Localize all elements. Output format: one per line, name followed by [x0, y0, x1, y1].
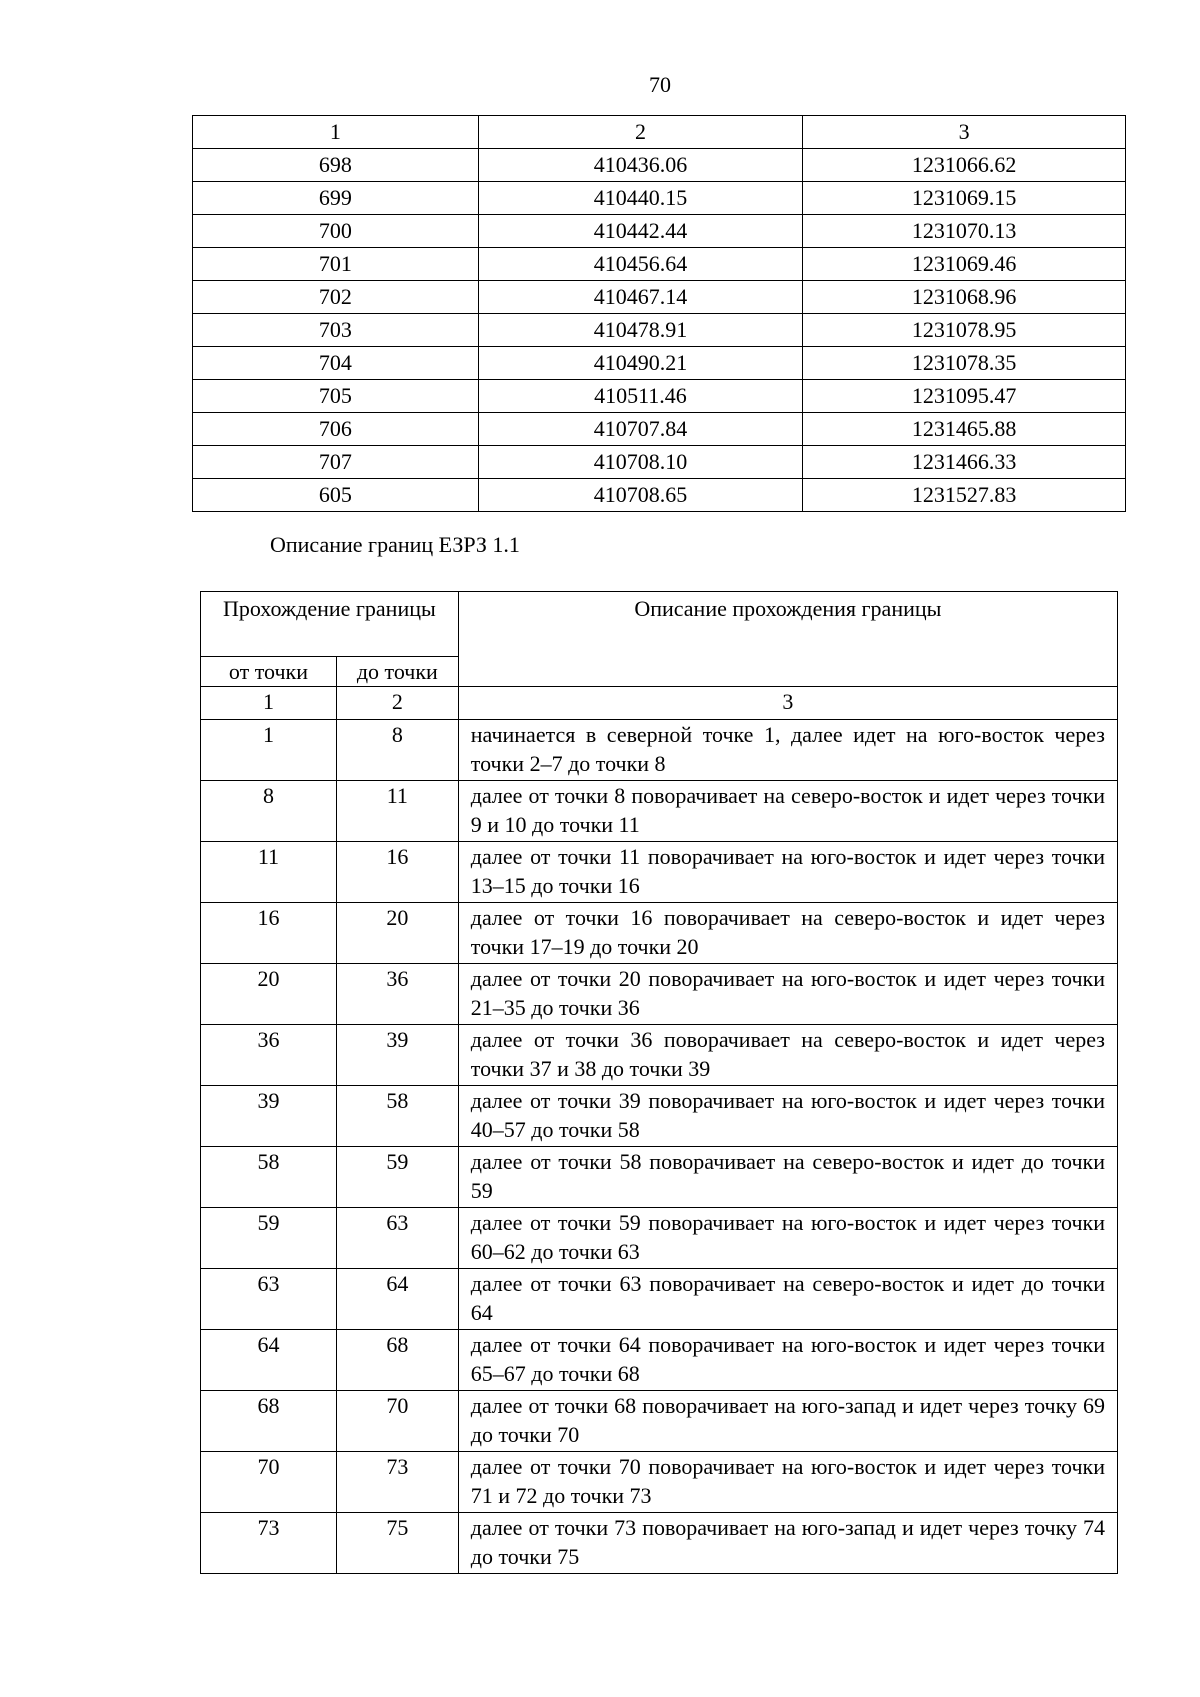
boundary-row — [201, 781, 1118, 842]
coordinates-row — [193, 215, 1126, 248]
y-coordinate-cell: 1231066.62 — [803, 149, 1126, 182]
x-coordinate-cell: 410708.10 — [478, 446, 803, 479]
boundary-description-cell: далее от точки 68 поворачивает на юго-запад и идет через точку 69 до точки 70 — [458, 1391, 1117, 1452]
to-point-cell: 58 — [336, 1086, 458, 1147]
y-coordinate-cell: 1231465.88 — [803, 413, 1126, 446]
from-point-cell: 70 — [201, 1452, 337, 1513]
from-point-cell: 64 — [201, 1330, 337, 1391]
y-coordinate-cell: 1231078.95 — [803, 314, 1126, 347]
to-point-cell: 73 — [336, 1452, 458, 1513]
section-title: Описание границ ЕЗРЗ 1.1 — [270, 532, 520, 557]
to-point-cell: 68 — [336, 1330, 458, 1391]
coordinates-row — [193, 149, 1126, 182]
boundary-description-cell: начинается в северной точке 1, далее идет на юго-восток через точки 2–7 до точки 8 — [458, 720, 1117, 781]
x-coordinate-cell: 410442.44 — [478, 215, 803, 248]
to-point-cell: 16 — [336, 842, 458, 903]
boundary-table — [200, 591, 1118, 1574]
boundary-table-body — [201, 592, 1118, 1574]
coordinates-row — [193, 281, 1126, 314]
boundary-description-cell: далее от точки 20 поворачивает на юго-восток и идет через точки 21–35 до точки 36 — [458, 964, 1117, 1025]
point-number-cell: 701 — [193, 248, 479, 281]
to-point-cell: 70 — [336, 1391, 458, 1452]
coordinates-header-cell: 1 — [193, 116, 479, 149]
coordinates-row — [193, 479, 1126, 512]
to-point-cell: 63 — [336, 1208, 458, 1269]
coordinates-header-cell: 2 — [478, 116, 803, 149]
boundary-row — [201, 964, 1118, 1025]
from-point-cell: 68 — [201, 1391, 337, 1452]
from-point-cell: 73 — [201, 1513, 337, 1574]
to-point-cell: 59 — [336, 1147, 458, 1208]
y-coordinate-cell: 1231070.13 — [803, 215, 1126, 248]
coordinates-header-cell: 3 — [803, 116, 1126, 149]
boundary-description-cell: далее от точки 73 поворачивает на юго-запад и идет через точку 74 до точки 75 — [458, 1513, 1117, 1574]
boundary-header-row — [201, 592, 1118, 657]
page-number: 70 — [649, 72, 671, 97]
from-point-cell: 8 — [201, 781, 337, 842]
coordinates-table-body — [193, 116, 1126, 512]
x-coordinate-cell: 410436.06 — [478, 149, 803, 182]
coordinates-table — [192, 115, 1126, 512]
boundary-header-group: Прохождение границы — [201, 592, 459, 657]
coordinates-row — [193, 446, 1126, 479]
x-coordinate-cell: 410467.14 — [478, 281, 803, 314]
x-coordinate-cell: 410456.64 — [478, 248, 803, 281]
boundary-header-from: от точки — [201, 657, 337, 687]
point-number-cell: 699 — [193, 182, 479, 215]
coordinates-header-row — [193, 116, 1126, 149]
to-point-cell: 64 — [336, 1269, 458, 1330]
y-coordinate-cell: 1231095.47 — [803, 380, 1126, 413]
point-number-cell: 700 — [193, 215, 479, 248]
x-coordinate-cell: 410511.46 — [478, 380, 803, 413]
y-coordinate-cell: 1231527.83 — [803, 479, 1126, 512]
from-point-cell: 39 — [201, 1086, 337, 1147]
boundary-description-cell: далее от точки 70 поворачивает на юго-восток и идет через точки 71 и 72 до точки 73 — [458, 1452, 1117, 1513]
boundary-row — [201, 1086, 1118, 1147]
boundary-description-cell: далее от точки 16 поворачивает на северо-восток и идет через точки 17–19 до точки 20 — [458, 903, 1117, 964]
y-coordinate-cell: 1231069.15 — [803, 182, 1126, 215]
y-coordinate-cell: 1231466.33 — [803, 446, 1126, 479]
boundary-description-cell: далее от точки 58 поворачивает на северо-восток и идет до точки 59 — [458, 1147, 1117, 1208]
from-point-cell: 63 — [201, 1269, 337, 1330]
boundary-header-number: 2 — [336, 687, 458, 720]
boundary-row — [201, 1513, 1118, 1574]
x-coordinate-cell: 410440.15 — [478, 182, 803, 215]
from-point-cell: 20 — [201, 964, 337, 1025]
coordinates-row — [193, 182, 1126, 215]
coordinates-row — [193, 314, 1126, 347]
point-number-cell: 605 — [193, 479, 479, 512]
x-coordinate-cell: 410707.84 — [478, 413, 803, 446]
from-point-cell: 58 — [201, 1147, 337, 1208]
from-point-cell: 59 — [201, 1208, 337, 1269]
boundary-row — [201, 1147, 1118, 1208]
boundary-description-cell: далее от точки 36 поворачивает на северо-восток и идет через точки 37 и 38 до точки 39 — [458, 1025, 1117, 1086]
boundary-description-cell: далее от точки 64 поворачивает на юго-восток и идет через точки 65–67 до точки 68 — [458, 1330, 1117, 1391]
boundary-row — [201, 720, 1118, 781]
y-coordinate-cell: 1231068.96 — [803, 281, 1126, 314]
point-number-cell: 702 — [193, 281, 479, 314]
point-number-cell: 698 — [193, 149, 479, 182]
x-coordinate-cell: 410490.21 — [478, 347, 803, 380]
boundary-header-number: 3 — [458, 687, 1117, 720]
from-point-cell: 11 — [201, 842, 337, 903]
boundary-header-number: 1 — [201, 687, 337, 720]
to-point-cell: 8 — [336, 720, 458, 781]
coordinates-row — [193, 413, 1126, 446]
boundary-description-cell: далее от точки 8 поворачивает на северо-восток и идет через точки 9 и 10 до точки 11 — [458, 781, 1117, 842]
boundary-header-to: до точки — [336, 657, 458, 687]
to-point-cell: 75 — [336, 1513, 458, 1574]
boundary-row — [201, 842, 1118, 903]
y-coordinate-cell: 1231078.35 — [803, 347, 1126, 380]
to-point-cell: 11 — [336, 781, 458, 842]
from-point-cell: 1 — [201, 720, 337, 781]
boundary-description-cell: далее от точки 63 поворачивает на северо-восток и идет до точки 64 — [458, 1269, 1117, 1330]
x-coordinate-cell: 410708.65 — [478, 479, 803, 512]
to-point-cell: 20 — [336, 903, 458, 964]
boundary-row — [201, 903, 1118, 964]
coordinates-row — [193, 347, 1126, 380]
boundary-description-cell: далее от точки 39 поворачивает на юго-восток и идет через точки 40–57 до точки 58 — [458, 1086, 1117, 1147]
boundary-row — [201, 1208, 1118, 1269]
boundary-number-row — [201, 687, 1118, 720]
boundary-description-cell: далее от точки 59 поворачивает на юго-восток и идет через точки 60–62 до точки 63 — [458, 1208, 1117, 1269]
y-coordinate-cell: 1231069.46 — [803, 248, 1126, 281]
boundary-row — [201, 1330, 1118, 1391]
to-point-cell: 39 — [336, 1025, 458, 1086]
coordinates-row — [193, 248, 1126, 281]
point-number-cell: 706 — [193, 413, 479, 446]
to-point-cell: 36 — [336, 964, 458, 1025]
from-point-cell: 36 — [201, 1025, 337, 1086]
from-point-cell: 16 — [201, 903, 337, 964]
point-number-cell: 705 — [193, 380, 479, 413]
boundary-row — [201, 1452, 1118, 1513]
boundary-row — [201, 1269, 1118, 1330]
x-coordinate-cell: 410478.91 — [478, 314, 803, 347]
boundary-row — [201, 1391, 1118, 1452]
boundary-row — [201, 1025, 1118, 1086]
point-number-cell: 703 — [193, 314, 479, 347]
boundary-description-cell: далее от точки 11 поворачивает на юго-восток и идет через точки 13–15 до точки 16 — [458, 842, 1117, 903]
boundary-header-description: Описание прохождения границы — [458, 592, 1117, 687]
coordinates-row — [193, 380, 1126, 413]
point-number-cell: 707 — [193, 446, 479, 479]
point-number-cell: 704 — [193, 347, 479, 380]
